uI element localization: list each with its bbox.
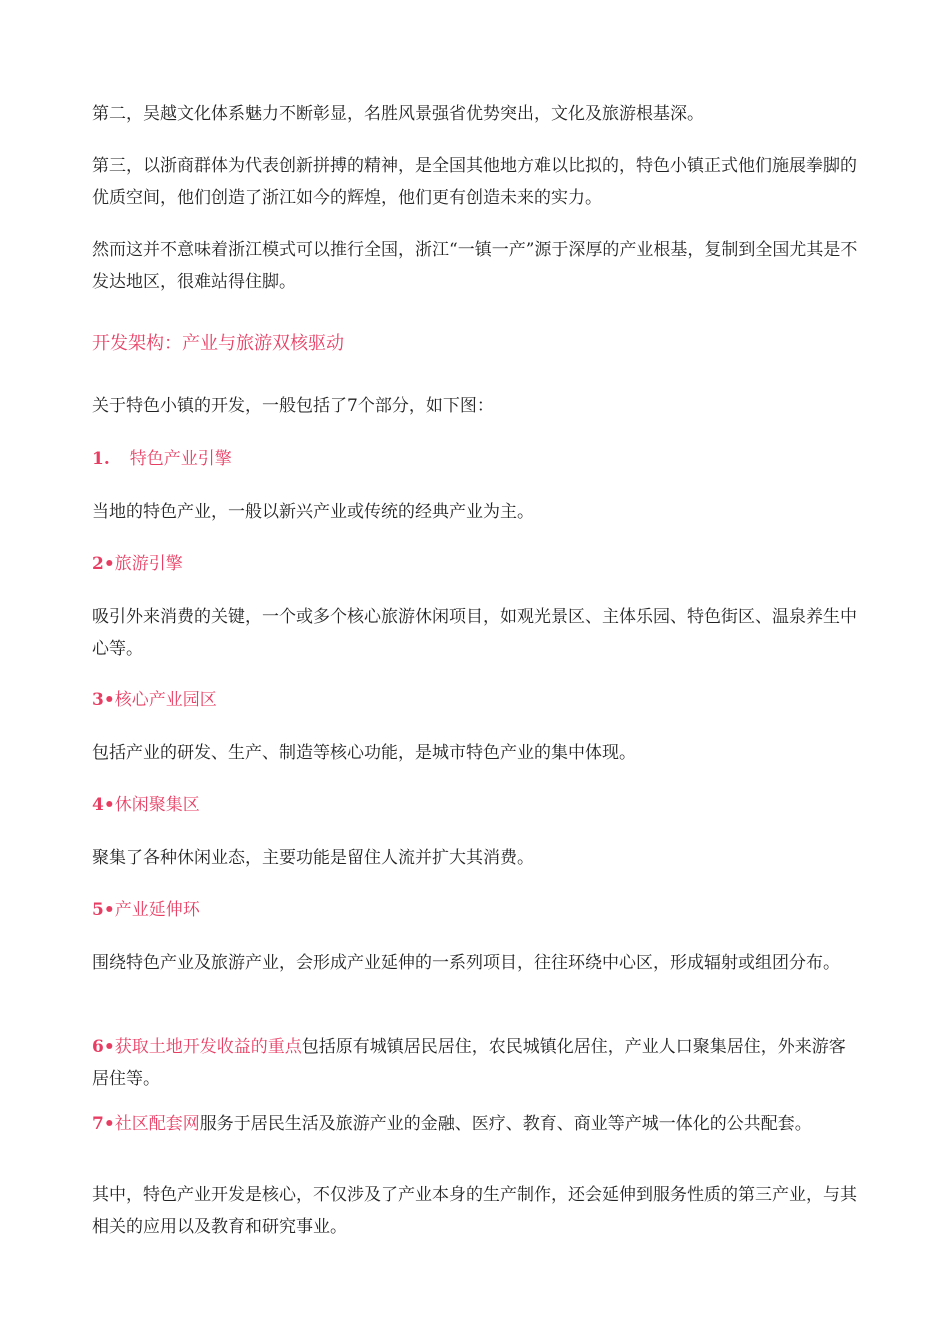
item-number: 6• [92, 1037, 115, 1057]
item-title: 获取土地开发收益的重点 [114, 1037, 302, 1057]
item-heading-1 [92, 443, 232, 475]
section-heading: 开发架构：产业与旅游双核驱动 [92, 333, 344, 354]
item-number: 3• [92, 690, 115, 710]
item-6 [92, 1031, 862, 1095]
item-title: 特色产业引擎 [129, 449, 232, 469]
item-description-7: 服务于居民生活及旅游产业的金融、医疗、教育、商业等产城一体化的公共配套。 [199, 1114, 812, 1134]
paragraph-closing: 其中，特色产业开发是核心，不仅涉及了产业本身的生产制作，还会延伸到服务性质的第三产业，与其相关的应用以及教育和研究事业。 [92, 1185, 857, 1237]
item-description-3: 包括产业的研发、生产、制造等核心功能，是城市特色产业的集中体现。 [92, 743, 636, 763]
item-description-6: 包括原有城镇居民居住，农民城镇化居住，产业人口聚集居住，外来游客居住等。 [92, 1037, 846, 1089]
item-heading-4 [92, 789, 200, 821]
item-heading-5 [92, 894, 200, 926]
item-number: 4• [92, 795, 115, 815]
item-heading-3 [92, 684, 217, 716]
item-description-4: 聚集了各种休闲业态，主要功能是留住人流并扩大其消费。 [92, 848, 534, 868]
item-7 [92, 1112, 862, 1137]
paragraph-third-point: 第三，以浙商群体为代表创新拼搏的精神，是全国其他地方难以比拟的，特色小镇正式他们施展拳脚的优质空间，他们创造了浙江如今的辉煌，他们更有创造未来的实力。 [92, 156, 857, 208]
item-title: 核心产业园区 [114, 690, 217, 710]
paragraph-second-point: 第二，吴越文化体系魅力不断彰显，名胜风景强省优势突出，文化及旅游根基深。 [92, 104, 704, 124]
item-7-heading [92, 1114, 200, 1134]
item-number: 1. [92, 449, 110, 469]
item-description-5: 围绕特色产业及旅游产业，会形成产业延伸的一系列项目，往往环绕中心区，形成辐射或组团分布。 [92, 953, 840, 973]
item-title: 休闲聚集区 [114, 795, 200, 815]
item-number: 7• [92, 1114, 115, 1134]
item-title: 社区配套网 [114, 1114, 200, 1134]
item-heading-2 [92, 548, 183, 580]
paragraph-intro: 关于特色小镇的开发，一般包括了7个部分，如下图： [92, 396, 494, 416]
item-description-2: 吸引外来消费的关键，一个或多个核心旅游休闲项目，如观光景区、主体乐园、特色街区、温泉养生中心等。 [92, 607, 857, 659]
item-number: 2• [92, 554, 115, 574]
item-number: 5• [92, 900, 115, 920]
paragraph-caveat: 然而这并不意味着浙江模式可以推行全国，浙江“一镇一产”源于深厚的产业根基，复制到全国尤其是不发达地区，很难站得住脚。 [92, 240, 858, 292]
item-description-1: 当地的特色产业，一般以新兴产业或传统的经典产业为主。 [92, 502, 534, 522]
item-title: 产业延伸环 [114, 900, 200, 920]
item-title: 旅游引擎 [114, 554, 183, 574]
item-6-heading [92, 1037, 302, 1057]
